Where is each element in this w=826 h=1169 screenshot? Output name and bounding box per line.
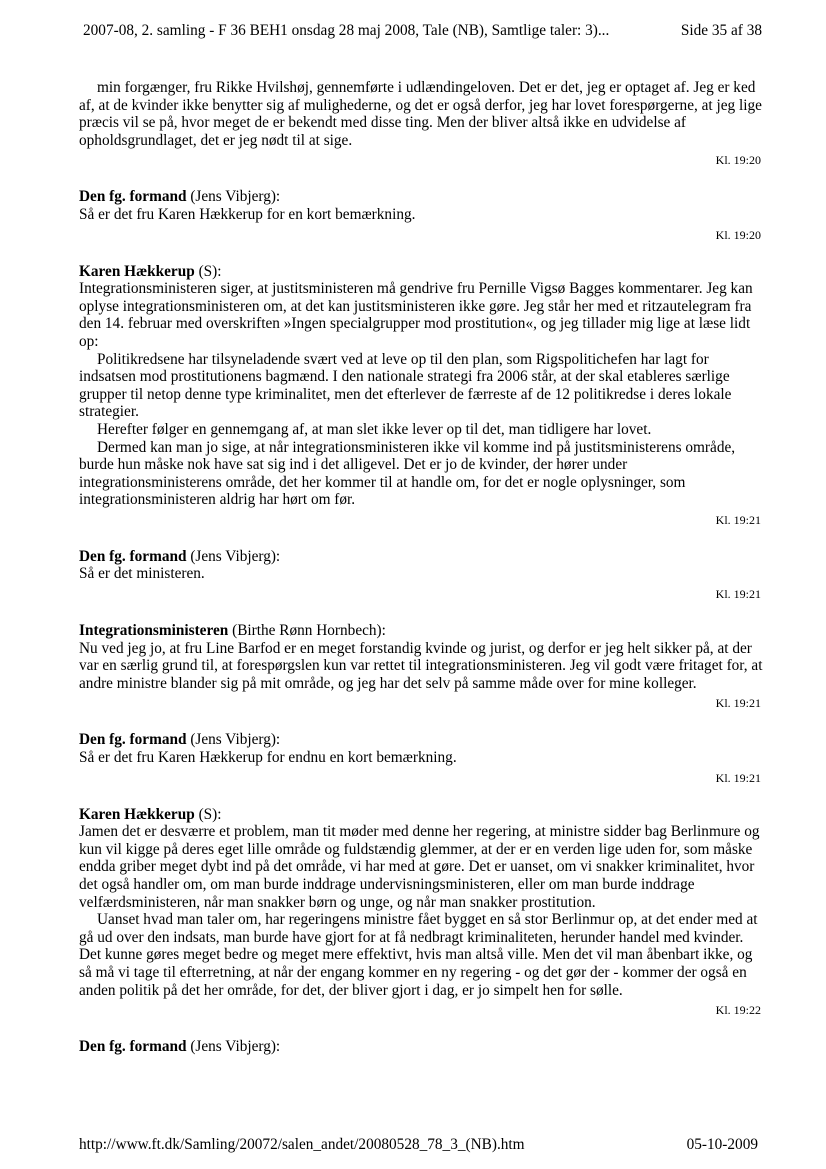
page-number: Side 35 af 38 xyxy=(680,22,762,39)
timestamp: Kl. 19:21 xyxy=(715,512,761,527)
speaker-line xyxy=(79,806,764,824)
speech-block xyxy=(79,548,764,622)
speaker-line xyxy=(79,188,764,206)
speech-paragraph: Dermed kan man jo sige, at når integrationsministeren ikke vil komme ind på justitsministerens område, burde hun måske nok have sat sig ind i det alligevel. Det er jo de kvinder, der hører under integrationsministerens område, det her kommer til at handle om, for det er nogle oplysninger, som integrationsministeren aldrig har hørt om før. xyxy=(79,438,736,509)
speech-paragraph: Politikredsene har tilsyneladende svært ved at leve op til den plan, som Rigspolitichefen har lagt for indsatsen mod prostitutionens bagmænd. I den nationale strategi fra 2006 står, at der skal etableres særlige grupper til netop denne type kriminalitet, men det efterlever de færreste af de 12 politikredse i deres lokale strategier. xyxy=(79,350,732,421)
timestamp: Kl. 19:21 xyxy=(715,770,761,785)
speech-paragraph: Jamen det er desværre et problem, man tit møder med denne her regering, at ministre sidder bag Berlinmure og kun vil kigge på deres eget lille område og fuldstændig glemmer, at der er en verden lige uden for, som måske endda griber meget dybt ind på det område, vi har med at gøre. Det er uanset, om vi snakker kriminalitet, hvor det også handler om, om man burde inddrage undervisningsministeren, eller om man burde inddrage velfærdsministeren, når man snakker børn og unge, og når man snakker prostitution. xyxy=(79,823,760,911)
speaker-name: Den fg. formand xyxy=(79,731,187,749)
timestamp: Kl. 19:20 xyxy=(715,227,761,242)
speech-block xyxy=(79,731,764,805)
speaker-name: Den fg. formand xyxy=(79,1038,187,1056)
speaker-line xyxy=(79,263,764,281)
speaker-affiliation: (Jens Vibjerg): xyxy=(186,1038,281,1056)
block-spacer xyxy=(79,167,764,188)
speech-paragraph: Så er det fru Karen Hækkerup for en kort bemærkning. xyxy=(79,205,416,223)
speaker-line xyxy=(79,1038,764,1056)
page-header xyxy=(83,20,762,42)
block-spacer xyxy=(79,242,764,263)
speech-block xyxy=(79,188,764,262)
timestamp: Kl. 19:22 xyxy=(715,1003,761,1018)
document-title: 2007-08, 2. samling - F 36 BEH1 onsdag 28 maj 2008, Tale (NB), Samtlige taler: 3)... xyxy=(83,22,610,39)
speaker-name: Karen Hækkerup xyxy=(79,262,195,280)
speech-paragraph: Uanset hvad man taler om, har regeringens ministre fået bygget en så stor Berlinmur op, at det ender med at gå ud over den indsats, man burde have gjort for at få nedbragt kriminaliteten, herunder handel med kvinder. Det kunne gøres meget bedre og meget mere effektivt, hvis man altså ville. Men det vil man åbenbart ikke, og så må vi tage til efterretning, at når der engang kommer en ny regering - og det gør der - kommer der også en anden politik på det her område, for det, der bliver gjort i dag, er jo simpelt hen for sølle. xyxy=(79,911,758,999)
timestamp: Kl. 19:21 xyxy=(715,587,761,602)
speech-block xyxy=(79,806,764,1039)
block-spacer xyxy=(79,785,764,806)
page-footer xyxy=(79,1136,758,1154)
speaker-affiliation: (Birthe Rønn Hornbech): xyxy=(228,622,386,640)
speaker-line xyxy=(79,731,764,749)
speaker-line xyxy=(79,548,764,566)
speech-paragraph: Herefter følger en gennemgang af, at man slet ikke lever op til det, man tidligere har lovet. xyxy=(97,420,652,438)
speech-block xyxy=(79,79,764,188)
speech-block xyxy=(79,622,764,731)
speaker-name: Den fg. formand xyxy=(79,188,187,206)
speech-paragraph: Integrationsministeren siger, at justitsministeren må gendrive fru Pernille Vigsø Bagges kommentarer. Jeg kan oplyse integrationsministeren om, at det kan justitsministeren ikke gøre. Jeg står her med et ritzautelegram fra den 14. februar med overskriften »Ingen specialgrupper mod prostitution«, og jeg tillader mig lige at læse lidt op: xyxy=(79,280,753,350)
speaker-affiliation: (Jens Vibjerg): xyxy=(186,547,281,565)
source-url[interactable]: http://www.ft.dk/Samling/20072/salen_andet/20080528_78_3_(NB).htm xyxy=(79,1136,525,1153)
speaker-affiliation: (Jens Vibjerg): xyxy=(186,188,281,206)
speech-block xyxy=(79,263,764,548)
timestamp: Kl. 19:20 xyxy=(715,153,761,168)
speaker-affiliation: (S): xyxy=(194,805,222,823)
speech-paragraph: Nu ved jeg jo, at fru Line Barfod er en meget forstandig kvinde og jurist, og derfor er jeg helt sikker på, at der var en særlig grund til, at forespørgslen kun var rettet til integrationsministeren. Jeg vil godt være fritaget for, at andre ministre blander sig på mit område, og jeg har det selv på samme måde over for mine kolleger. xyxy=(79,639,763,692)
speech-paragraph: min forgænger, fru Rikke Hvilshøj, gennemførte i udlændingeloven. Det er det, jeg er optaget af. Jeg er ked af, at de kvinder ikke benytter sig af mulighederne, og det er også derfor, jeg har lovet forespørgerne, at jeg lige præcis vil se på, hvor meget de er bekendt med disse ting. Men der bliver altså ikke en udvidelse af opholdsgrundlaget, det er jeg nødt til at sige. xyxy=(79,79,762,149)
speech-paragraph: Så er det ministeren. xyxy=(79,565,205,583)
block-spacer xyxy=(79,527,764,548)
speaker-affiliation: (Jens Vibjerg): xyxy=(186,731,281,749)
timestamp: Kl. 19:21 xyxy=(715,696,761,711)
speaker-affiliation: (S): xyxy=(194,262,222,280)
block-spacer xyxy=(79,601,764,622)
speaker-line xyxy=(79,622,764,640)
speech-block xyxy=(79,1038,764,1056)
print-date: 05-10-2009 xyxy=(686,1136,758,1153)
speaker-name: Integrationsministeren xyxy=(79,622,229,640)
block-spacer xyxy=(79,710,764,731)
speaker-name: Karen Hækkerup xyxy=(79,805,195,823)
transcript-body xyxy=(79,79,764,1056)
speaker-name: Den fg. formand xyxy=(79,547,187,565)
speech-paragraph: Så er det fru Karen Hækkerup for endnu en kort bemærkning. xyxy=(79,749,457,767)
block-spacer xyxy=(79,1017,764,1038)
